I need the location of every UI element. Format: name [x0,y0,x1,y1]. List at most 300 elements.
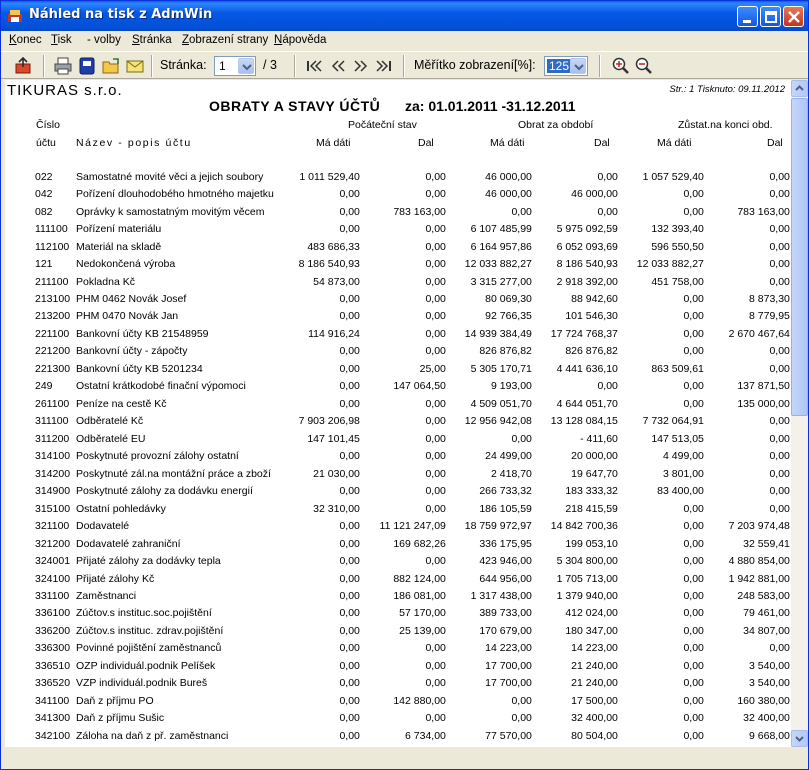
account-name: Poskytnuté zálohy za dodávku energií [76,485,253,498]
account-number: 249 [35,380,53,393]
opening-debit: 0,00 [339,607,360,620]
account-number: 213200 [35,310,71,323]
closing-credit: 783 163,00 [737,205,790,218]
opening-credit: 0,00 [425,240,446,253]
closing-debit: 0,00 [683,729,704,742]
opening-debit: 54 873,00 [313,275,360,288]
opening-credit: 0,00 [425,345,446,358]
turnover-debit: 46 000,00 [485,188,532,201]
opening-debit: 0,00 [339,729,360,742]
scroll-up-button[interactable] [791,80,808,97]
account-number: 042 [35,188,53,201]
menu-konec[interactable]: Konec [9,34,42,46]
closing-debit: 0,00 [683,677,704,690]
table-row [5,378,790,395]
turnover-credit: 88 942,60 [571,293,618,306]
close-button[interactable] [783,6,804,27]
header-ma-dati-3: Má dáti [657,137,692,149]
opening-debit: 0,00 [339,537,360,550]
closing-debit: 0,00 [683,502,704,515]
open-folder-icon[interactable] [101,56,121,76]
account-name: Přijaté zálohy Kč [76,572,155,585]
closing-debit: 0,00 [683,607,704,620]
opening-credit: 0,00 [425,432,446,445]
print-preview-page [5,80,791,747]
menu-stranka[interactable]: Stránka [132,34,172,46]
table-row [5,238,790,255]
closing-credit: 0,00 [769,432,790,445]
account-number: 261100 [35,397,70,410]
table-row [5,395,790,412]
turnover-debit: 24 499,00 [485,450,532,463]
zoom-label: Měřítko zobrazení[%]: [414,58,536,72]
window-title: Náhled na tisk z AdmWin [29,7,213,22]
turnover-credit: 17 724 768,37 [550,327,618,340]
closing-credit: 1 942 881,00 [728,572,790,585]
page-label: Stránka: [160,58,207,72]
print-icon[interactable] [53,56,73,76]
table-row [5,325,790,342]
table-row [5,482,790,499]
turnover-credit: 183 333,32 [565,485,618,498]
opening-debit: 0,00 [339,397,360,410]
closing-debit: 0,00 [683,572,704,585]
closing-debit: 147 513,05 [651,432,704,445]
turnover-debit: 18 759 972,97 [464,520,532,533]
turnover-credit: 20 000,00 [571,450,618,463]
table-row [5,465,790,482]
opening-debit: 0,00 [339,642,360,655]
turnover-credit: - 411,60 [580,432,618,445]
account-number: 221300 [35,362,71,375]
turnover-debit: 2 418,70 [491,467,532,480]
opening-debit: 483 686,33 [307,240,360,253]
account-name: Poskytnuté zál.na montážní práce a zboží [76,467,271,480]
account-number: 342100 [35,729,71,742]
opening-credit: 0,00 [425,485,446,498]
table-row [5,308,790,325]
closing-credit: 32 400,00 [743,712,790,725]
closing-debit: 0,00 [683,327,704,340]
app-icon [7,8,23,24]
table-row [5,622,790,639]
table-row [5,343,790,360]
closing-debit: 4 499,00 [663,450,704,463]
closing-debit: 0,00 [683,520,704,533]
closing-credit: 9 668,00 [749,729,790,742]
turnover-debit: 826 876,82 [479,345,532,358]
account-name: Bankovní účty KB 5201234 [76,362,203,375]
table-row [5,535,790,552]
opening-credit: 147 064,50 [393,380,446,393]
turnover-debit: 423 946,00 [479,555,532,568]
opening-credit: 186 081,00 [393,589,446,602]
toolbar-separator [43,55,45,77]
header-ma-dati-2: Má dáti [490,137,525,149]
table-row [5,710,790,727]
turnover-credit: 80 504,00 [571,729,618,742]
account-name: Peníze na cestě Kč [76,397,167,410]
account-name: Materiál na skladě [76,240,162,253]
opening-credit: 0,00 [425,258,446,271]
opening-debit: 0,00 [339,694,360,707]
closing-debit: 0,00 [683,624,704,637]
turnover-credit: 2 918 392,00 [556,275,618,288]
turnover-debit: 0,00 [511,712,532,725]
last-page-icon[interactable] [374,56,394,76]
title-bar[interactable] [1,1,808,31]
opening-credit: 6 734,00 [405,729,446,742]
table-row [5,552,790,569]
opening-debit: 0,00 [339,310,360,323]
header-dal-1: Dal [418,137,434,149]
opening-credit: 0,00 [425,450,446,463]
turnover-credit: 4 644 051,70 [556,397,618,410]
minimize-button[interactable] [737,6,758,27]
closing-debit: 0,00 [683,293,704,306]
turnover-credit: 5 975 092,59 [556,223,618,236]
account-number: 331100 [35,589,70,602]
closing-credit: 0,00 [769,450,790,463]
table-row [5,203,790,220]
page-select-value: 1 [219,59,226,73]
account-name: Povinné pojištění zaměstnanců [76,642,222,655]
opening-credit: 0,00 [425,659,446,672]
closing-credit: 0,00 [769,258,790,271]
opening-credit: 0,00 [425,327,446,340]
account-name: Dodavatelé zahraniční [76,537,181,550]
menu-napoveda[interactable]: Nápověda [274,34,327,46]
turnover-debit: 0,00 [511,694,532,707]
table-row [5,168,790,185]
vertical-scrollbar[interactable] [791,80,808,747]
zoom-out-icon[interactable] [634,56,654,76]
scroll-thumb[interactable] [791,98,808,416]
account-number: 321200 [35,537,71,550]
zoom-select[interactable] [544,56,588,76]
opening-credit: 882 124,00 [393,572,446,585]
opening-debit: 0,00 [339,659,360,672]
closing-credit: 0,00 [769,485,790,498]
opening-debit: 0,00 [339,380,360,393]
turnover-credit: 5 304 800,00 [556,555,618,568]
account-number: 121 [35,258,53,271]
turnover-debit: 12 033 882,27 [464,258,532,271]
account-number: 336100 [35,607,71,620]
account-name: Poskytnuté provozní zálohy ostatní [76,450,239,463]
opening-credit: 25 139,00 [399,624,446,637]
opening-debit: 0,00 [339,555,360,568]
table-row [5,448,790,465]
table-row [5,255,790,272]
opening-debit: 0,00 [339,188,360,201]
turnover-debit: 92 766,35 [485,310,532,323]
chevron-down-icon[interactable] [238,58,254,74]
closing-credit: 4 880 854,00 [728,555,790,568]
turnover-debit: 4 509 051,70 [470,397,532,410]
account-number: 314900 [35,485,71,498]
closing-debit: 0,00 [683,397,704,410]
closing-debit: 1 057 529,40 [642,170,704,183]
first-page-icon[interactable] [304,56,324,76]
closing-credit: 0,00 [769,275,790,288]
account-number: 314200 [35,467,71,480]
closing-debit: 3 801,00 [663,467,704,480]
table-row [5,273,790,290]
opening-credit: 0,00 [425,502,446,515]
opening-debit: 0,00 [339,712,360,725]
minimize-icon [738,7,759,28]
closing-credit: 160 380,00 [737,694,790,707]
turnover-credit: 8 186 540,93 [556,258,618,271]
opening-credit: 0,00 [425,397,446,410]
closing-debit: 0,00 [683,589,704,602]
closing-credit: 0,00 [769,502,790,515]
account-name: Daň z příjmu PO [76,694,154,707]
menu-tisk[interactable]: Tisk [51,34,72,46]
account-name: Ostatní pohledávky [76,502,166,515]
account-name: Odběratelé Kč [76,415,144,428]
turnover-debit: 17 700,00 [485,677,532,690]
toolbar [1,51,808,79]
account-name: PHM 0462 Novák Josef [76,293,187,306]
opening-credit: 0,00 [425,555,446,568]
turnover-credit: 17 500,00 [571,694,618,707]
turnover-credit: 101 546,30 [565,310,618,323]
table-row [5,430,790,447]
account-name: Daň z příjmu Sušic [76,712,165,725]
closing-credit: 0,00 [769,223,790,236]
turnover-debit: 80 069,30 [485,293,532,306]
account-name: Pořízení dlouhodobého hmotného majetku [76,188,274,201]
opening-debit: 114 916,24 [308,327,360,340]
turnover-credit: 19 647,70 [571,467,618,480]
turnover-debit: 12 956 942,08 [464,415,532,428]
account-name: Ostatní krátkodobé finační výpomoci [76,380,246,393]
opening-debit: 0,00 [339,223,360,236]
report-title: OBRATY A STAVY ÚČTŮ [209,98,381,114]
turnover-debit: 9 193,00 [491,380,532,393]
exit-icon[interactable] [13,56,33,76]
closing-credit: 0,00 [769,170,790,183]
header-pocatecni-stav: Počáteční stav [348,119,417,131]
table-row [5,500,790,517]
account-name: Odběratelé EU [76,432,146,445]
account-name: Nedokončená výroba [76,258,176,271]
account-number: 213100 [35,293,71,306]
turnover-debit: 266 733,32 [479,485,532,498]
next-page-icon[interactable] [351,56,371,76]
email-icon[interactable] [125,56,145,76]
table-row [5,290,790,307]
account-name: Přijaté zálohy za dodávky tepla [76,555,221,568]
turnover-debit: 336 175,95 [479,537,532,550]
zoom-in-icon[interactable] [611,56,631,76]
page-info: Str.: 1 Tisknuto: 09.11.2012 [669,84,785,95]
header-obrat: Obrat za období [518,119,594,131]
closing-credit: 137 871,50 [737,380,790,393]
closing-credit: 135 000,00 [737,397,790,410]
account-name: PHM 0470 Novák Jan [76,310,179,323]
account-number: 221100 [35,327,70,340]
accounts-table [5,168,790,744]
opening-debit: 0,00 [339,520,360,533]
turnover-debit: 77 570,00 [485,729,532,742]
company-name: TIKURAS s.r.o. [7,82,123,99]
account-name: Dodavatelé [76,520,130,533]
turnover-credit: 14 842 700,36 [550,520,618,533]
closing-debit: 0,00 [683,555,704,568]
table-row [5,185,790,202]
turnover-debit: 14 939 384,49 [464,327,532,340]
table-row [5,675,790,692]
toolbar-separator [151,55,153,77]
opening-credit: 142 880,00 [393,694,446,707]
account-number: 221200 [35,345,71,358]
account-number: 211100 [35,275,69,288]
opening-debit: 1 011 529,40 [299,170,360,183]
table-row [5,605,790,622]
account-number: 112100 [35,240,70,253]
opening-credit: 0,00 [425,275,446,288]
closing-credit: 3 540,00 [749,677,790,690]
turnover-debit: 389 733,00 [479,607,532,620]
header-uctu: účtu [36,137,56,149]
turnover-credit: 0,00 [597,205,618,218]
turnover-debit: 14 223,00 [485,642,532,655]
turnover-debit: 644 956,00 [479,572,532,585]
closing-debit: 0,00 [683,380,704,393]
account-name: Zaměstnanci [76,589,137,602]
turnover-credit: 412 024,00 [565,607,618,620]
opening-debit: 0,00 [339,589,360,602]
account-number: 314100 [35,450,71,463]
opening-debit: 7 903 206,98 [298,415,360,428]
opening-credit: 0,00 [425,642,446,655]
header-ma-dati-1: Má dáti [316,137,351,149]
table-row [5,727,790,744]
maximize-icon [761,7,782,28]
account-number: 336200 [35,624,71,637]
closing-debit: 0,00 [683,712,704,725]
opening-debit: 0,00 [339,485,360,498]
table-row [5,640,790,657]
opening-debit: 147 101,45 [307,432,360,445]
opening-debit: 0,00 [339,345,360,358]
opening-debit: 0,00 [339,293,360,306]
closing-debit: 0,00 [683,659,704,672]
account-name: Pokladna Kč [76,275,135,288]
account-number: 324001 [35,555,71,568]
account-number: 321100 [35,520,70,533]
table-row [5,587,790,604]
closing-debit: 0,00 [683,188,704,201]
table-row [5,692,790,709]
toolbar-separator [403,55,405,77]
opening-credit: 0,00 [425,170,446,183]
menu-zobrazeni-strany[interactable]: Zobrazení strany [182,34,269,46]
printer-setup-icon[interactable] [77,56,97,76]
turnover-credit: 13 128 084,15 [550,415,618,428]
opening-debit: 8 186 540,93 [298,258,360,271]
account-name: Oprávky k samostatným movitým věcem [76,205,265,218]
turnover-debit: 6 164 957,86 [470,240,532,253]
table-row [5,220,790,237]
account-number: 336510 [35,659,71,672]
opening-credit: 0,00 [425,677,446,690]
opening-credit: 0,00 [425,293,446,306]
page-select[interactable] [214,56,256,76]
opening-credit: 0,00 [425,223,446,236]
report-period: za: 01.01.2011 -31.12.2011 [405,98,576,114]
turnover-debit: 6 107 485,99 [470,223,532,236]
turnover-credit: 0,00 [597,170,618,183]
menu-volby[interactable]: - volby [87,34,121,46]
turnover-credit: 0,00 [597,380,618,393]
turnover-debit: 0,00 [511,205,532,218]
turnover-debit: 3 315 277,00 [470,275,532,288]
closing-credit: 32 559,41 [743,537,790,550]
opening-credit: 25,00 [419,362,446,375]
closing-credit: 0,00 [769,188,790,201]
turnover-credit: 826 876,82 [565,345,618,358]
table-row [5,570,790,587]
turnover-debit: 17 700,00 [485,659,532,672]
closing-credit: 8 779,95 [749,310,790,323]
closing-debit: 451 758,00 [651,275,704,288]
chevron-down-icon[interactable] [570,58,586,74]
scroll-down-button[interactable] [791,730,808,747]
closing-credit: 0,00 [769,240,790,253]
account-name: OZP individuál.podnik Pelíšek [76,659,216,672]
closing-credit: 79 461,00 [743,607,790,620]
toolbar-separator [599,55,601,77]
turnover-credit: 1 379 940,00 [556,589,618,602]
header-dal-2: Dal [594,137,610,149]
closing-debit: 12 033 882,27 [636,258,704,271]
closing-debit: 7 732 064,91 [642,415,704,428]
closing-credit: 0,00 [769,362,790,375]
opening-credit: 57 170,00 [399,607,446,620]
closing-credit: 2 670 467,64 [728,327,790,340]
turnover-credit: 21 240,00 [571,659,618,672]
turnover-debit: 5 305 170,71 [470,362,532,375]
closing-debit: 863 509,61 [651,362,704,375]
turnover-credit: 218 415,59 [565,502,618,515]
account-number: 341100 [35,694,70,707]
turnover-credit: 180 347,00 [565,624,618,637]
header-zustatek: Zůstat.na konci obd. [678,119,773,131]
chevron-up-icon [792,81,807,96]
closing-credit: 0,00 [769,467,790,480]
chevron-down-icon [792,731,807,746]
account-number: 336520 [35,677,71,690]
opening-credit: 0,00 [425,188,446,201]
turnover-credit: 14 223,00 [571,642,618,655]
previous-page-icon[interactable] [328,56,348,76]
closing-debit: 0,00 [683,694,704,707]
maximize-button[interactable] [760,6,781,27]
closing-debit: 0,00 [683,310,704,323]
opening-debit: 21 030,00 [313,467,360,480]
turnover-credit: 32 400,00 [571,712,618,725]
turnover-debit: 170 679,00 [479,624,532,637]
opening-credit: 169 682,26 [393,537,446,550]
table-row [5,413,790,430]
opening-credit: 0,00 [425,467,446,480]
closing-debit: 0,00 [683,642,704,655]
opening-debit: 0,00 [339,677,360,690]
